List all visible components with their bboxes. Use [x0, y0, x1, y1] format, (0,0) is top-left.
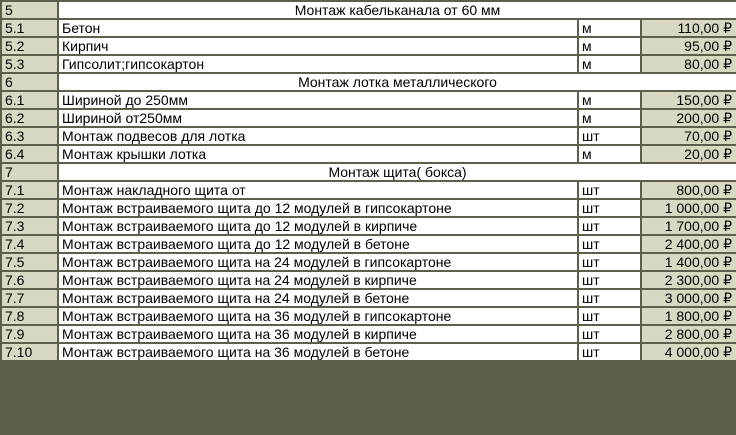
item-description: Монтаж встраиваемого щита на 36 модулей в бетоне	[58, 343, 578, 361]
item-description: Монтаж крышки лотка	[58, 145, 578, 163]
item-number: 7.5	[1, 253, 58, 271]
item-price: 20,00 ₽	[641, 145, 736, 163]
item-unit: шт	[578, 199, 641, 217]
item-unit: м	[578, 109, 641, 127]
item-price: 1 400,00 ₽	[641, 253, 736, 271]
item-number: 7.3	[1, 217, 58, 235]
section-number: 6	[1, 73, 58, 91]
item-unit: шт	[578, 217, 641, 235]
item-price: 80,00 ₽	[641, 55, 736, 73]
item-number: 7.6	[1, 271, 58, 289]
item-price: 3 000,00 ₽	[641, 289, 736, 307]
item-unit: м	[578, 91, 641, 109]
table-row	[1, 343, 736, 361]
item-price: 800,00 ₽	[641, 181, 736, 199]
item-description: Монтаж встраиваемого щита на 36 модулей в кирпиче	[58, 325, 578, 343]
item-number: 6.1	[1, 91, 58, 109]
item-number: 5.2	[1, 37, 58, 55]
item-unit: шт	[578, 343, 641, 361]
table-row	[1, 19, 736, 37]
item-price: 1 000,00 ₽	[641, 199, 736, 217]
item-unit: м	[578, 145, 641, 163]
table-row	[1, 109, 736, 127]
item-price: 1 700,00 ₽	[641, 217, 736, 235]
item-number: 6.3	[1, 127, 58, 145]
item-unit: м	[578, 37, 641, 55]
section-header-row	[1, 73, 736, 91]
item-unit: шт	[578, 289, 641, 307]
table-row	[1, 217, 736, 235]
item-number: 7.7	[1, 289, 58, 307]
item-unit: шт	[578, 181, 641, 199]
item-number: 5.1	[1, 19, 58, 37]
item-unit: шт	[578, 307, 641, 325]
item-number: 7.9	[1, 325, 58, 343]
item-unit: м	[578, 19, 641, 37]
table-row	[1, 253, 736, 271]
table-row	[1, 55, 736, 73]
item-description: Кирпич	[58, 37, 578, 55]
section-number: 7	[1, 163, 58, 181]
item-description: Монтаж встраиваемого щита на 36 модулей в гипсокартоне	[58, 307, 578, 325]
table-row	[1, 145, 736, 163]
table-row	[1, 307, 736, 325]
item-description: Бетон	[58, 19, 578, 37]
item-price: 2 400,00 ₽	[641, 235, 736, 253]
table-row	[1, 37, 736, 55]
table-row	[1, 91, 736, 109]
section-title: Монтаж щита( бокса)	[58, 163, 736, 181]
item-description: Шириной до 250мм	[58, 91, 578, 109]
table-row	[1, 235, 736, 253]
item-description: Монтаж встраиваемого щита до 12 модулей в кирпиче	[58, 217, 578, 235]
item-description: Монтаж встраиваемого щита на 24 модулей в гипсокартоне	[58, 253, 578, 271]
item-unit: шт	[578, 253, 641, 271]
section-header-row	[1, 1, 736, 19]
item-number: 7.8	[1, 307, 58, 325]
item-unit: шт	[578, 271, 641, 289]
item-price: 2 800,00 ₽	[641, 325, 736, 343]
section-header-row	[1, 163, 736, 181]
item-number: 7.2	[1, 199, 58, 217]
item-price: 70,00 ₽	[641, 127, 736, 145]
item-price: 2 300,00 ₽	[641, 271, 736, 289]
item-price: 150,00 ₽	[641, 91, 736, 109]
item-number: 7.4	[1, 235, 58, 253]
item-unit: шт	[578, 325, 641, 343]
item-description: Монтаж встраиваемого щита до 12 модулей в гипсокартоне	[58, 199, 578, 217]
section-number: 5	[1, 1, 58, 19]
section-title: Монтаж кабельканала от 60 мм	[58, 1, 736, 19]
item-description: Шириной от250мм	[58, 109, 578, 127]
table-row	[1, 127, 736, 145]
item-number: 5.3	[1, 55, 58, 73]
item-unit: шт	[578, 127, 641, 145]
item-description: Монтаж встраиваемого щита на 24 модулей в бетоне	[58, 289, 578, 307]
item-description: Монтаж подвесов для лотка	[58, 127, 578, 145]
item-number: 7.1	[1, 181, 58, 199]
item-description: Монтаж накладного щита от	[58, 181, 578, 199]
table-row	[1, 199, 736, 217]
item-price: 95,00 ₽	[641, 37, 736, 55]
table-row	[1, 181, 736, 199]
item-price: 200,00 ₽	[641, 109, 736, 127]
item-unit: шт	[578, 235, 641, 253]
table-row	[1, 289, 736, 307]
item-description: Монтаж встраиваемого щита до 12 модулей в бетоне	[58, 235, 578, 253]
item-price: 4 000,00 ₽	[641, 343, 736, 361]
item-number: 7.10	[1, 343, 58, 361]
table-body	[1, 1, 736, 361]
table-row	[1, 271, 736, 289]
table-row	[1, 325, 736, 343]
item-number: 6.2	[1, 109, 58, 127]
item-price: 1 800,00 ₽	[641, 307, 736, 325]
item-description: Монтаж встраиваемого щита на 24 модулей в кирпиче	[58, 271, 578, 289]
item-unit: м	[578, 55, 641, 73]
item-number: 6.4	[1, 145, 58, 163]
item-price: 110,00 ₽	[641, 19, 736, 37]
section-title: Монтаж лотка металлического	[58, 73, 736, 91]
item-description: Гипсолит;гипсокартон	[58, 55, 578, 73]
